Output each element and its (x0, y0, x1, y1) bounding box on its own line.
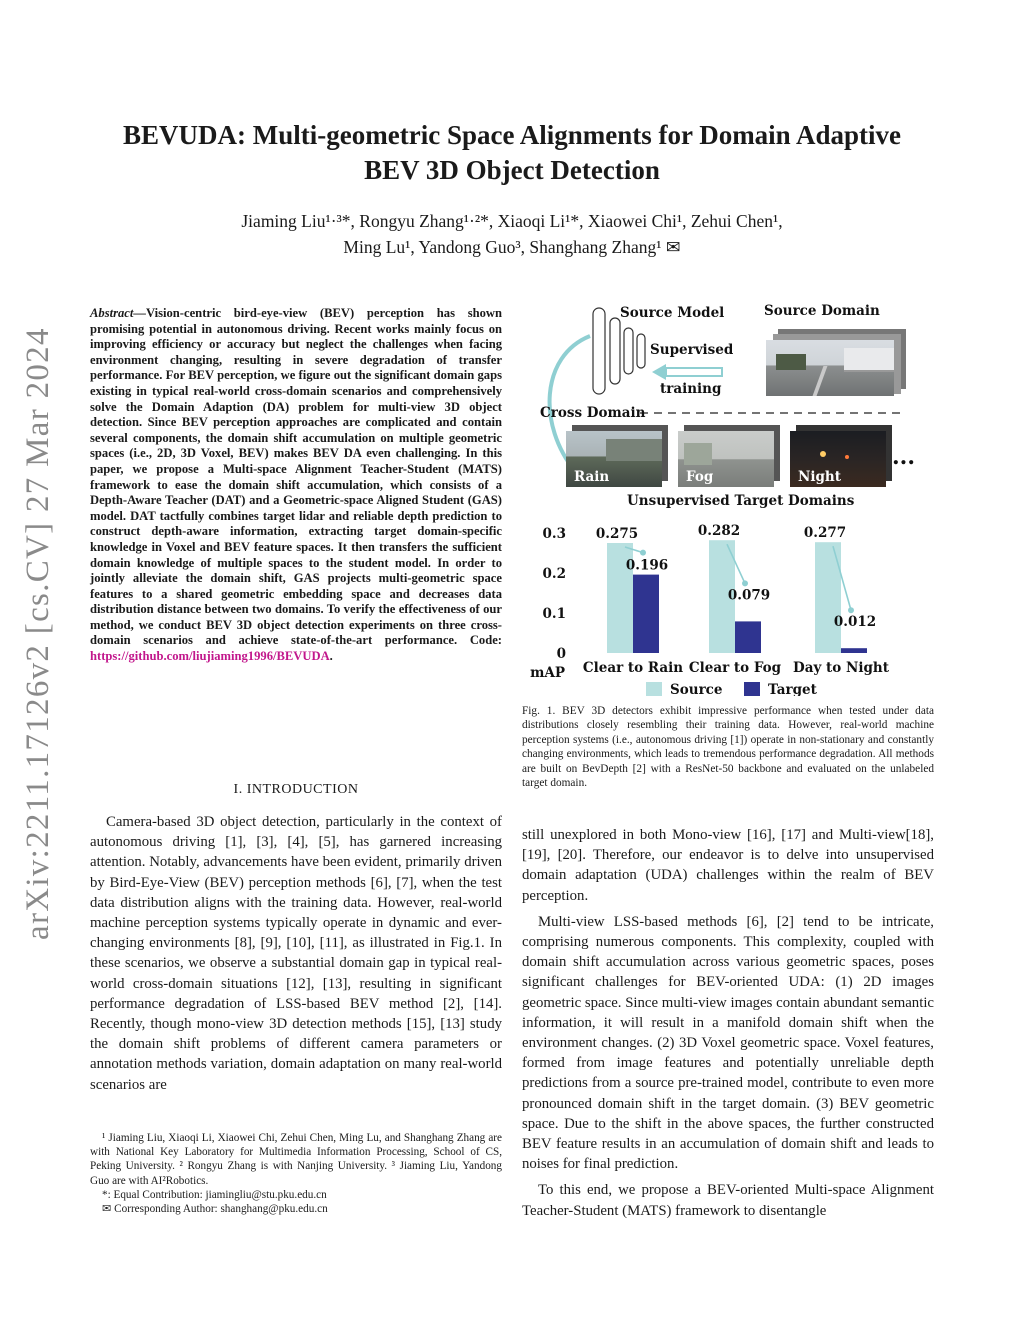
title-line-2: BEV 3D Object Detection (364, 155, 660, 185)
degradation-arrowhead (848, 607, 854, 613)
right-paragraph-2: Multi-view LSS-based methods [6], [2] tend to be intricate, comprising numerous components. This complexity, coupled with domain shift accumulation across various geometric spaces, poses significant challenges for BEV-oriented UDA: (1) 2D images geometric space. Since multi-view images contain abundant semantic information, it will result in a manifold domain shift when the environment changes. (2) 3D Voxel geometric space. Voxel features, formed from image features and potentially unreliable depth predictions from a source pre-trained model, contribute to even more pronounced domain shift in the target domain. (3) BEV geometric space. Due to the shift in the above spaces, the further constructed BEV feature results in an accumulation of domain shift and leads to noises for final prediction. (522, 913, 934, 1173)
model-layer-2 (610, 318, 620, 384)
value-label-source: 0.277 (803, 525, 847, 542)
bar-target (841, 648, 867, 653)
y-tick-label: 0.3 (542, 526, 566, 542)
more-domains-ellipsis: ... (892, 444, 915, 470)
category-label: Clear to Rain (582, 660, 684, 676)
intro-paragraph-1: Camera-based 3D object detection, particularly in the context of autonomous driving [1], [3], [4], [5], has garnered increasing attention. Notably, advancements have been evident, primarily driven by Bird-Eye-View (BEV) perception methods [6], [7], when the test data distribution aligns with the training data. However, real-world machine perception systems typically operate in dynamic and ever-changing environments [8], [9], [10], [11], as illustrated in Fig.1. In these scenarios, we observe a substantial domain gap in typical real-world cross-domain situations [12], [13], resulting in significant performance degradation of LSS-based BEV method [2], [14]. Recently, though mono-view 3D detection methods [15], [13] study the domain shift problems of different camera parameters or annotation methods variation, domain adaptation on many real-world scenarios are (90, 814, 502, 1093)
authors-line-2: Ming Lu¹, Yandong Guo³, Shanghang Zhang¹ ✉ (343, 237, 681, 257)
label-cross-domain: Cross Domain (540, 405, 646, 421)
legend-label-source: Source (670, 682, 723, 696)
right-paragraph-3: To this end, we propose a BEV-oriented Multi-space Alignment Teacher-Student (MATS) framework to disentangle (522, 1182, 934, 1219)
value-label-source: 0.275 (595, 526, 639, 542)
value-label-source: 0.282 (697, 523, 741, 540)
right-paragraph-1: still unexplored in both Mono-view [16], [17] and Multi-view[18], [19], [20]. Therefore, our endeavor is to delve into unsupervised domain adaptation (UDA) challenges within the realm of BEV perception. (522, 827, 934, 904)
legend-swatch-source (646, 682, 662, 696)
night-label: Night (798, 469, 841, 485)
intro-column (90, 812, 502, 1095)
value-label-target: 0.196 (625, 557, 669, 574)
abstract-end: . (329, 649, 333, 664)
y-tick-label: 0 (556, 646, 566, 662)
abstract-lead: Abstract— (90, 306, 146, 320)
source-domain-image (766, 340, 894, 396)
section-heading-introduction: I. INTRODUCTION (233, 782, 359, 797)
legend-label-target: Target (768, 682, 817, 696)
fog-label: Fog (686, 469, 714, 485)
label-unsupervised-target-domains: Unsupervised Target Domains (627, 493, 855, 509)
bar-target (735, 621, 761, 653)
degradation-arrowhead (742, 580, 748, 586)
y-tick-label: 0.2 (542, 566, 566, 582)
label-supervised: Supervised (650, 342, 734, 358)
legend-swatch-target (744, 682, 760, 696)
night-image (790, 431, 886, 487)
value-label-target: 0.012 (833, 614, 877, 631)
figure-1 (520, 296, 940, 701)
degradation-arrowhead (640, 550, 646, 556)
rain-image (566, 431, 662, 487)
model-layer-4 (637, 334, 645, 368)
training-arrow-body (666, 368, 722, 376)
label-source-model: Source Model (620, 305, 725, 321)
footnote-corresponding-author: ✉ Corresponding Author: shanghang@pku.edu.cn (102, 1203, 328, 1216)
code-link[interactable]: https://github.com/liujiaming1996/BEVUDA (90, 649, 330, 664)
bar-target (633, 575, 659, 653)
footnotes (90, 1131, 502, 1216)
right-column (522, 825, 934, 1221)
label-training: training (660, 381, 722, 397)
rain-label: Rain (574, 469, 610, 485)
model-layer-3 (624, 328, 633, 374)
footnote-affiliations: ¹ Jiaming Liu, Xiaoqi Li, Xiaowei Chi, Zehui Chen, Ming Lu, and Shanghang Zhang are with National Key Laboratory for Multimedia Information Processing, School of CS, Peking University. ² Rongyu Zhang is with Nanjing University. ³ Jiaming Liu, Yandong Guo are with AI²Robotics. (90, 1132, 502, 1187)
category-label: Day to Night (793, 660, 889, 676)
label-source-domain: Source Domain (764, 303, 880, 319)
model-layer-1 (593, 308, 605, 394)
value-label-target: 0.079 (727, 587, 771, 604)
training-arrowhead (652, 364, 666, 380)
footnote-equal-contribution: *: Equal Contribution: jiamingliu@stu.pku.edu.cn (102, 1188, 327, 1201)
arxiv-identifier: arXiv:2211.17126v2 [cs.CV] 27 Mar 2024 (20, 327, 56, 940)
category-label: Clear to Fog (688, 660, 782, 676)
y-tick-label: 0.1 (542, 606, 566, 622)
abstract (90, 306, 502, 665)
figure-caption: Fig. 1. BEV 3D detectors exhibit impressive performance when tested under data distributions closely resembling their training data. However, real-world machine perception systems (i.e., autonomous driving [1]) operate in non-stationary and constantly changing environments, which leads to tremendous performance degradation. All methods are built on BevDepth [2] with a ResNet-50 backbone and evaluated on the unlabeled target domain. (522, 705, 934, 790)
author-list (130, 208, 894, 260)
title-line-1: BEVUDA: Multi-geometric Space Alignments for Domain Adaptive (123, 120, 901, 150)
paper-title (100, 118, 924, 188)
y-axis-label: mAP (530, 665, 565, 681)
map-bar-chart (520, 506, 940, 696)
abstract-body: Vision-centric bird-eye-view (BEV) perception has shown promising potential in autonomous driving. Recent works mainly focus on improving efficiency or accuracy but neglect the challenges when facing environment changing, resulting in severe degradation of transfer performance. For BEV perception, we figure out the significant domain gaps existing in typical real-world cross-domain scenarios and comprehensively solve the Domain Adaption (DA) problem for multi-view 3D object detection. Since BEV perception approaches are complicated and contain several components, the domain shift accumulation on multiple geometric spaces (i.e., 2D, 3D Voxel, BEV) makes BEV DA even challenging. In this paper, we propose a Multi-space Alignment Teacher-Student (MATS) framework to ease the domain shift accumulation, which consists of a Depth-Aware Teacher (DAT) and a Geometric-space Aligned Student (GAS) model. DAT tactfully combines target lidar and reliable depth prediction to construct depth-aware information, extracting target domain-specific knowledge in Voxel and BEV feature spaces. It then transfers the sufficient domain knowledge of multiple spaces to the student model. In order to jointly alleviate the domain shift, GAS projects multi-geometric space features to a shared geometric embedding space and decreases data distribution distance between two domains. To verify the effectiveness of our method, we conduct BEV 3D object detection experiments on three cross-domain scenarios and achieve state-of-the-art performance. Code: (90, 306, 502, 648)
authors-line-1: Jiaming Liu¹·³*, Rongyu Zhang¹·²*, Xiaoqi Li¹*, Xiaowei Chi¹, Zehui Chen¹, (241, 211, 783, 231)
fog-image (678, 431, 774, 487)
